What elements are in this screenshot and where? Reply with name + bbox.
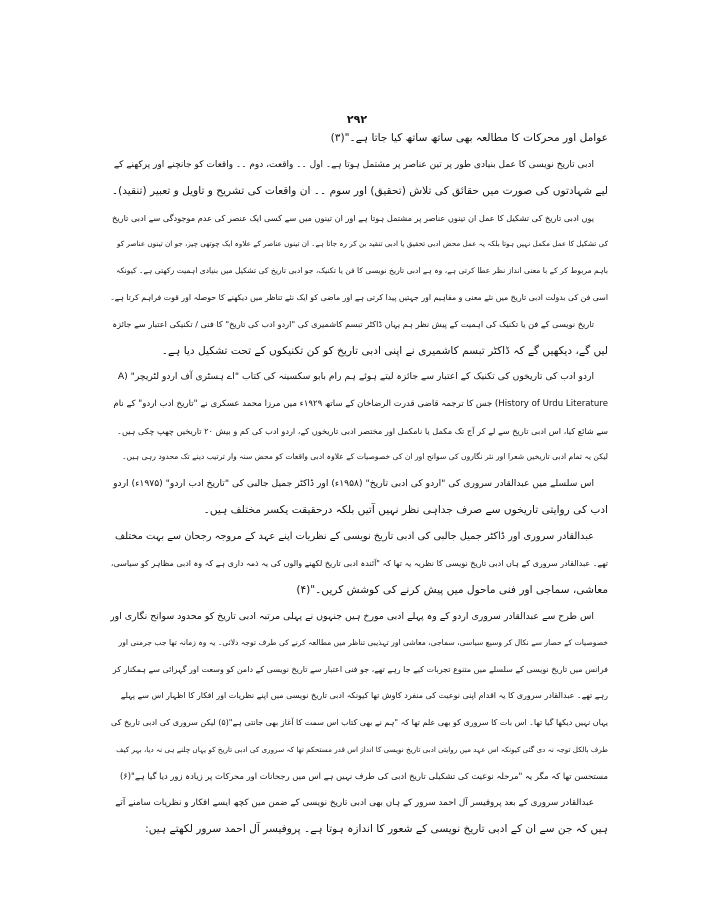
text-line: لیں گے، دیکھیں گے کہ ڈاکٹر تبسم کاشمیری نے اپنی ادبی تاریخ کو کن تکنیکوں کے تحت تشکیل دیا ہے۔ [161, 344, 608, 357]
text-line: سے شائع کیا، اس ادبی تاریخ سے لے کر آج تک مکمل یا نامکمل اور مختصر ادبی تاریخوں کے، اردو ادب کی کم و بیش ۲۰ تاریخیں چھپ چکی ہیں۔ [117, 425, 608, 436]
text-line: اردو ادب کی تاریخوں کی تکنیک کے اعتبار سے جائزہ لیتے ہوئے ہم رام بابو سکسینہ کی کتاب "اے ہسٹری آف اردو لٹریچر" (A [117, 371, 594, 383]
text-line: اسی فن کی بدولت ادبی تاریخ میں نئے معنی و مفاہیم اور جہتیں پیدا کرتی ہے اور ماضی کو ایک نئے تناظر میں دیکھنے کا حوصلہ اور قوت فراہم کرتا ہے۔ [110, 292, 608, 302]
text-line: اس طرح سے عبدالقادر سروری اردو کے وہ پہلے ادبی مورخ ہیں جنہوں نے پہلی مرتبہ ادبی تاریخ کو محدود سوانح نگاری اور [110, 610, 594, 622]
text-line: معاشی، سماجی اور فنی ماحول میں پیش کرنے کی کوشش کریں۔"(۴) [296, 584, 608, 597]
text-line: تاریخ نویسی کے فن یا تکنیک کی اہمیت کے پیش نظر ہم یہاں ڈاکٹر تبسم کاشمیری کی "اردو ادب کی تاریخ" کا فنی / تکنیکی اعتبار سے جائزہ [112, 319, 594, 330]
text-line: ہیں کہ جن سے ان کے ادبی تاریخ نویسی کے شعور کا اندازہ ہوتا ہے۔ پروفیسر آل احمد سرور لکھتے ہیں: [145, 823, 608, 836]
text-line: رہے تھے۔ عبدالقادر سروری کا یہ اقدام اپنی نوعیت کی منفرد کاوش تھا کیونکہ ادبی تاریخ نویسی میں اپنے نظریات اور افکار کا اظہار اس سے پہلے [120, 691, 608, 701]
text-line: تھے۔ عبدالقادر سروری کے ہاں ادبی تاریخ نویسی کا نظریہ یہ تھا کہ "آئندہ ادبی تاریخ لکھنے والوں کی یہ ذمہ داری ہے کہ وہ ادبی مظاہر کو سیاسی، [110, 558, 608, 568]
text-line: عبدالقادر سروری کے بعد پروفیسر آل احمد سرور کے ہاں بھی ادبی تاریخ نویسی کے ضمن میں کچھ ایسے افکار و نظریات سامنے آتے [115, 797, 594, 808]
text-line: لیے شہادتوں کی صورت میں حقائق کی تلاش (تحقیق) اور سوم ۔۔ ان واقعات کی تشریح و تاویل و تعبیر (تنقید)۔ [111, 185, 608, 198]
text-line: خصوصیات کے حصار سے نکال کر وسیع سیاسی، سماجی، معاشی اور تہذیبی تناظر میں مطالعہ کرنے کی طرف توجہ دلائی۔ یہ وہ زمانہ تھا جب جرمنی اور [118, 638, 608, 648]
text-line: یہاں نہیں دیکھا گیا تھا۔ اس بات کا سروری کو بھی علم تھا کہ "ہم نے بھی کتاب اس سمت کا آغاز بھی جانتی ہے"(۵) لیکن سروری کی ادبی تاریخ کی [110, 718, 608, 728]
page-number: ۲۹۲ [346, 113, 368, 126]
text-line: باہم مربوط کر کے با معنی انداز نظر عطا کرتی ہے، وہ ہے ادبی تاریخ نویسی کا فن یا تکنیک، جو ادبی تاریخ کی تشکیل میں بنیادی اہمیت رکھتی ہے۔ کیونکہ [116, 265, 608, 275]
text-line: عبدالقادر سروری اور ڈاکٹر جمیل جالبی کی ادبی تاریخ نویسی کے نظریات اپنے عہد کے مروجہ رجحان سے بہت مختلف [114, 530, 594, 542]
text-line: طرف بالکل توجہ نہ دی گئی کیونکہ اس عہد میں روایتی ادبی تاریخ نویسی کا انداز اس قدر مستحکم تھا کہ سروری کی ادبی تاریخ کو یہاں چلنے ہی نہ دیا، بہر کیف [116, 744, 608, 754]
text-line: مستحسن تھا کہ مگر یہ "مرحلہ نوعیت کی تشکیلی تاریخ ادبی کی طرف نہیں ہے اس میں رجحانات اور محرکات پر زیادہ زور دیا گیا ہے"(۶) [120, 771, 608, 782]
text-line: ادب کی روایتی تاریخوں سے صرف جداہی نظر نہیں آتیں بلکہ درحقیقت یکسر مختلف ہیں۔ [203, 504, 608, 517]
text-line: ادبی تاریخ نویسی کا عمل بنیادی طور پر تین عناصر پر مشتمل ہوتا ہے۔ اول ۔۔ واقعت، دوم ۔۔ واقعات کو جانچنے اور پرکھنے کے [113, 159, 594, 170]
text-line: کی تشکیل کا عمل مکمل نہیں ہوتا بلکہ یہ عمل محض ادبی تحقیق یا ادبی تنقید بن کر رہ جاتا ہے۔ ان تینوں عناصر کے علاوہ ایک چوتھی چیز، جو ان تینوں عناصر کو [116, 239, 608, 249]
text-line: لیکن یہ تمام ادبی تاریخیں شعرا اور نثر نگاروں کی سوانح اور ان کی خصوصیات کے علاوہ ادبی واقعات کو محض سنہ وار ترتیب دینے تک محدود رہی ہیں۔ [122, 452, 608, 462]
text-line: اس سلسلے میں عبدالقادر سروری کی "اردو کی ادبی تاریخ" (۱۹۵۸ء) اور ڈاکٹر جمیل جالبی کی "تاریخ ادب اردو" (۱۹۷۵ء) اردو [113, 477, 594, 489]
text-line: یوں ادبی تاریخ کی تشکیل کا عمل ان تینوں عناصر پر مشتمل ہوتا ہے اور ان تینوں میں سے کسی ایک عنصر کی عدم موجودگی سے ادبی تاریخ [112, 212, 594, 223]
text-line: History of Urdu Literature) جس کا ترجمہ قاضی قدرت الرضاخان کے ساتھ ۱۹۲۹ء میں مرزا محمد عسکری نے "تاریخ ادب اردو" کے نام [113, 398, 608, 409]
text-line: فرانس میں تاریخ نویسی کے سلسلے میں متنوع تجربات کیے جا رہے تھے، جو فنی اعتبار سے تاریخ نویسی کے دامن کو وسعت اور گہرائی سے ہمکنار کر [112, 664, 608, 674]
body-text [110, 125, 608, 843]
text-line: عوامل اور محرکات کا مطالعہ بھی ساتھ ساتھ کیا جاتا ہے۔"(۳) [330, 132, 608, 144]
